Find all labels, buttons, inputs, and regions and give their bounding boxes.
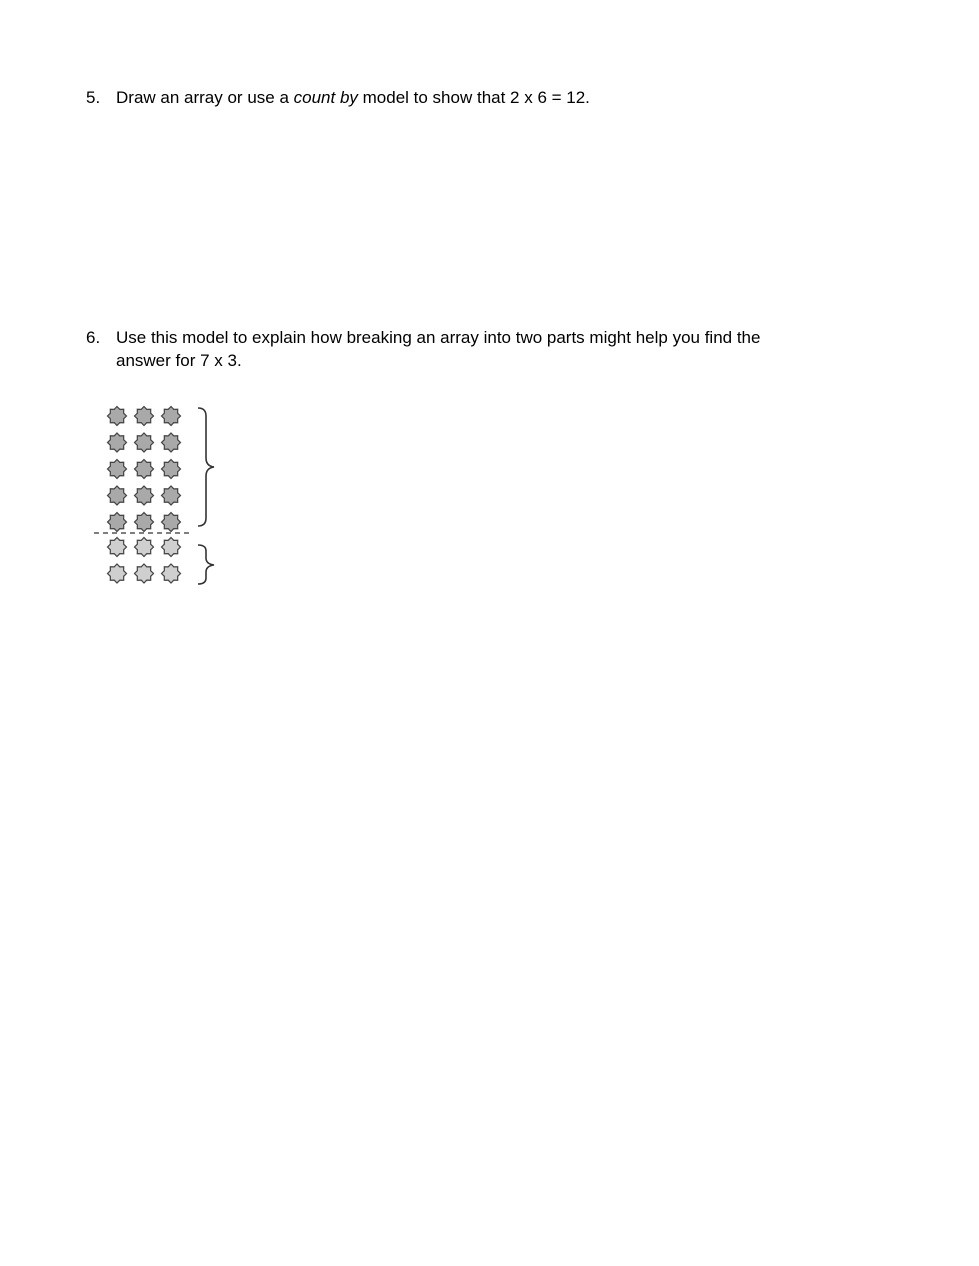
star-icon	[162, 460, 181, 479]
question-text-start: Draw an array or use a	[116, 88, 294, 107]
question-number: 6.	[86, 328, 101, 347]
star-icon	[108, 433, 127, 452]
top-part-brace	[198, 408, 214, 526]
star-icon	[108, 513, 127, 532]
bottom-part-stars	[108, 538, 181, 584]
question-text-end: model to show that 2 x 6 = 12.	[357, 88, 590, 107]
top-part-stars	[108, 407, 181, 532]
question-5	[86, 86, 806, 109]
star-icon	[135, 407, 154, 426]
star-icon	[162, 486, 181, 505]
star-icon	[108, 460, 127, 479]
count-by-emphasis: count by	[293, 88, 358, 107]
star-icon	[162, 513, 181, 532]
array-model-drawing	[90, 400, 222, 592]
star-icon	[162, 433, 181, 452]
array-model-figure	[90, 400, 222, 592]
star-icon	[108, 564, 127, 583]
question-text	[116, 86, 806, 109]
star-icon	[135, 433, 154, 452]
star-icon	[135, 513, 154, 532]
question-6	[86, 326, 806, 372]
star-icon	[135, 460, 154, 479]
star-icon	[162, 564, 181, 583]
question-number: 5.	[86, 88, 101, 107]
star-icon	[135, 564, 154, 583]
star-icon	[162, 538, 181, 557]
star-icon	[162, 407, 181, 426]
star-icon	[108, 538, 127, 557]
star-icon	[108, 486, 127, 505]
question-text: Use this model to explain how breaking an array into two parts might help you find the answer for 7 x 3.	[116, 328, 761, 370]
star-icon	[135, 538, 154, 557]
star-icon	[108, 407, 127, 426]
bottom-part-brace	[198, 545, 214, 584]
star-icon	[135, 486, 154, 505]
